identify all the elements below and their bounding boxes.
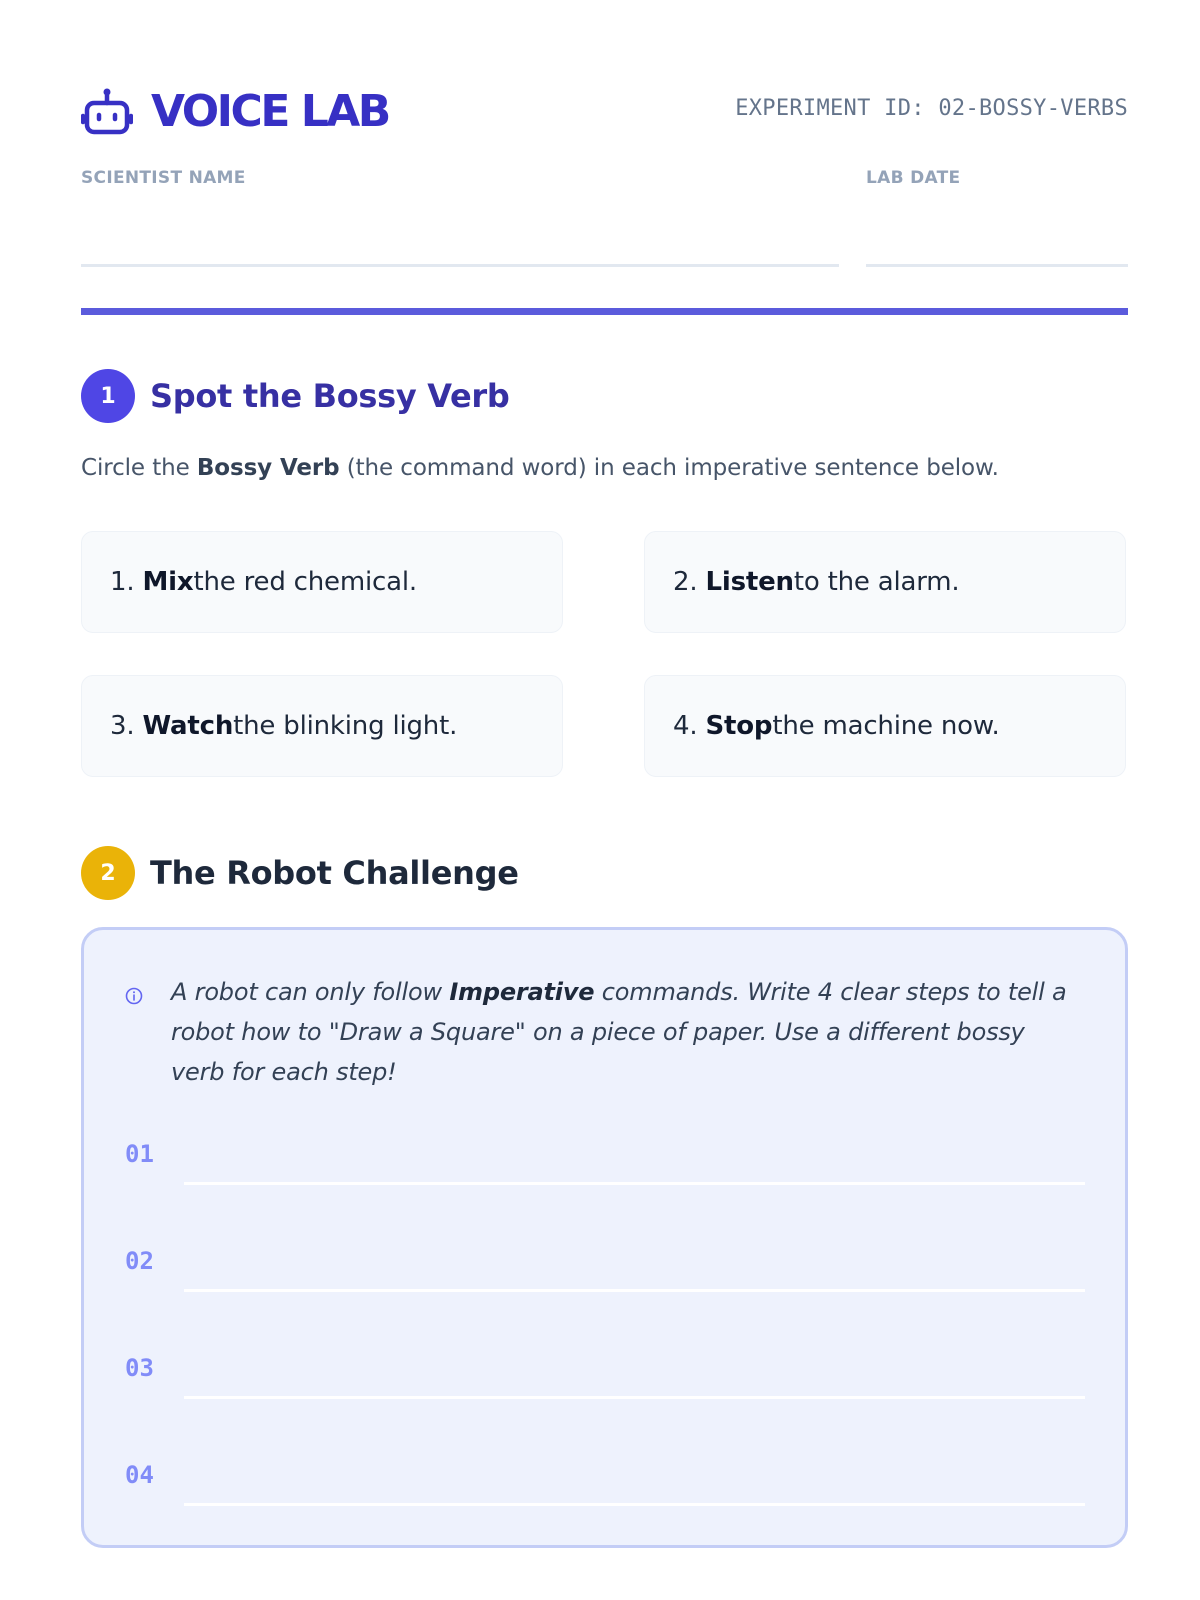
lab-date-line[interactable]	[866, 264, 1128, 267]
step-number: 04	[125, 1461, 154, 1489]
sentence-card[interactable]	[644, 675, 1126, 777]
step-answer-line[interactable]	[184, 1182, 1085, 1185]
instruction-post: (the command word) in each imperative sentence below.	[339, 455, 999, 481]
sentence-number: 2.	[673, 567, 698, 597]
step-number: 03	[125, 1354, 154, 1382]
step-number: 01	[125, 1140, 154, 1168]
step-answer-line[interactable]	[184, 1503, 1085, 1506]
section-1-instruction	[81, 455, 999, 481]
robot-challenge-box	[81, 927, 1128, 1548]
scientist-name-field[interactable]	[81, 168, 839, 188]
sentence-rest: the machine now.	[772, 711, 1000, 741]
lab-date-field[interactable]	[866, 168, 1128, 188]
step-row[interactable]	[125, 1342, 1085, 1402]
step-row[interactable]	[125, 1128, 1085, 1188]
challenge-text-bold: Imperative	[449, 978, 595, 1006]
step-answer-line[interactable]	[184, 1289, 1085, 1292]
challenge-text-post: commands. Write 4 clear steps to tell a robot how to "Draw a Square" on a piece of paper. Use a different bossy verb for each step!	[171, 978, 1067, 1086]
sentence-rest: to the alarm.	[793, 567, 960, 597]
challenge-text-pre: A robot can only follow	[171, 978, 450, 1006]
sentence-card[interactable]	[644, 531, 1126, 633]
app-title: VOICE LAB	[151, 86, 389, 137]
header	[81, 84, 1128, 140]
section-2-heading	[81, 846, 519, 900]
section-1-heading	[81, 369, 509, 423]
step-answer-line[interactable]	[184, 1396, 1085, 1399]
section-1-badge: 1	[81, 369, 135, 423]
section-2-title: The Robot Challenge	[150, 854, 519, 892]
header-divider	[81, 308, 1128, 315]
step-row[interactable]	[125, 1235, 1085, 1295]
sentence-rest: the blinking light.	[233, 711, 458, 741]
lab-date-label: LAB DATE	[866, 168, 961, 188]
challenge-instructions	[171, 972, 1071, 1092]
sentence-card[interactable]	[81, 531, 563, 633]
section-2-badge: 2	[81, 846, 135, 900]
sentence-verb[interactable]: Stop	[705, 711, 773, 741]
brand	[81, 84, 389, 140]
sentence-rest: the red chemical.	[193, 567, 417, 597]
sentence-number: 3.	[110, 711, 135, 741]
experiment-id: EXPERIMENT ID: 02-BOSSY-VERBS	[735, 96, 1128, 121]
section-1-title: Spot the Bossy Verb	[150, 377, 510, 415]
instruction-pre: Circle the	[81, 455, 197, 481]
robot-icon	[81, 86, 133, 138]
sentence-number: 1.	[110, 567, 135, 597]
step-number: 02	[125, 1247, 154, 1275]
sentence-number: 4.	[673, 711, 698, 741]
sentence-verb[interactable]: Mix	[142, 567, 194, 597]
sentence-verb[interactable]: Listen	[705, 567, 794, 597]
sentence-verb[interactable]: Watch	[142, 711, 234, 741]
instruction-bold: Bossy Verb	[196, 455, 340, 481]
info-icon	[125, 987, 143, 1005]
step-row[interactable]	[125, 1449, 1085, 1509]
scientist-name-label: SCIENTIST NAME	[81, 168, 246, 188]
sentence-card[interactable]	[81, 675, 563, 777]
scientist-name-line[interactable]	[81, 264, 839, 267]
